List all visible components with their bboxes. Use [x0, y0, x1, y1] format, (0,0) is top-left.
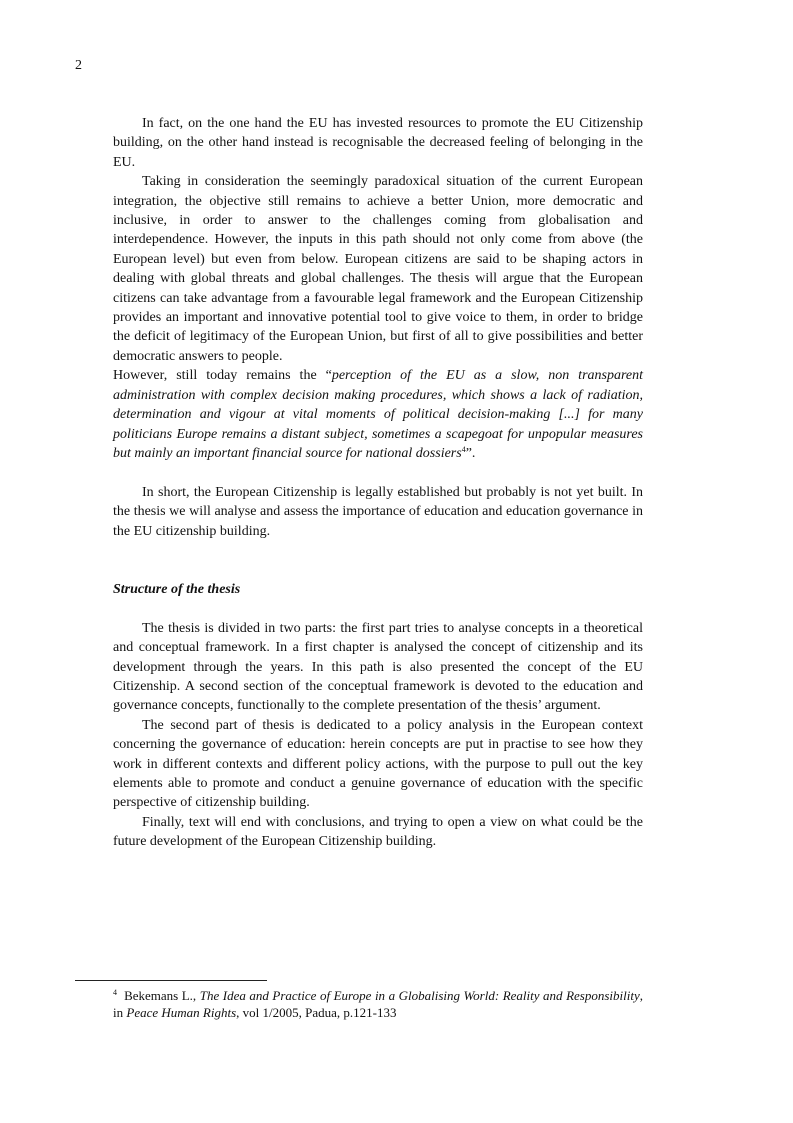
paragraph-thesis-parts: The thesis is divided in two parts: the first part tries to analyse concepts in a theoretical and conceptual framework. In a first chapter is analysed the concept of citizenship and its development through the years. In this path is also presented the concept of the EU Citizenship. A second section of the conceptual framework is devoted to the education and governance concepts, functionally to the complete presentation of the thesis’ argument.: [113, 620, 643, 714]
body-text: [113, 114, 643, 541]
paragraph-european-integration: Taking in consideration the seemingly paradoxical situation of the current European integration, the objective still remains to achieve a better Union, more democratic and inclusive, in order to answer to the challenges coming from globalisation and interdependence. However, the inputs in this path should not only come from above (the European level) but even from below. European citizens are said to be shaping actors in dealing with global threats and global challenges. The thesis will argue that the European citizens can take advantage from a favourable legal framework and the European Citizenship provides an important and innovative potential tool to give voice to them, in order to bridge the deficit of legitimacy of the European Union, but first of all to give possibilities and better democratic answers to people.: [113, 174, 643, 364]
paragraph-second-part: The second part of thesis is dedicated to a policy analysis in the European context concerning the governance of education: herein concepts are put in practise to see how they work in different contexts and different policy actions, with the purpose to pull out the key elements able to promote and conduct a genuine governance of education with the specific perspective of citizenship building.: [113, 717, 643, 811]
paragraph-perception-quote: [113, 366, 643, 463]
footnote: [113, 987, 643, 1021]
footnote-rest: , vol 1/2005, Padua, p.121-133: [236, 1005, 397, 1020]
paragraph-in-short: In short, the European Citizenship is legally established but probably is not yet built. In the thesis we will analyse and assess the importance of education and education governance in the EU citizenship building.: [113, 484, 643, 539]
quote-tail: ”.: [465, 445, 476, 461]
footnote-mid: , in: [113, 988, 643, 1020]
paragraph-eu-citizenship: In fact, on the one hand the EU has invested resources to promote the EU Citizenship building, on the other hand instead is recognisable the decreased feeling of belonging in the EU.: [113, 116, 643, 170]
quote-text: perception of the EU as a slow, non transparent administration with complex decision making procedures, which shows a lack of radiation, determination and vigour at vital moments of political decision-making [...] for many politicians Europe remains a distant subject, sometimes a scapegoat for unpopular measures but mainly an important financial source for national dossiers: [113, 368, 643, 461]
footnote-divider: [75, 980, 267, 981]
footnote-title: The Idea and Practice of Europe in a Globalising World: Reality and Responsibility: [199, 988, 640, 1003]
footnote-journal: Peace Human Rights: [126, 1005, 237, 1020]
footnote-author: Bekemans L.,: [124, 988, 200, 1003]
structure-section: [113, 580, 643, 852]
footnote-number: 4: [113, 988, 117, 997]
footnote-reference: 4: [461, 444, 466, 454]
section-heading: Structure of the thesis: [113, 582, 241, 597]
paragraph-conclusions: Finally, text will end with conclusions, and trying to open a view on what could be the future development of the European Citizenship building.: [113, 814, 643, 850]
quote-lead: However, still today remains the “: [113, 368, 332, 384]
page-number: 2: [75, 58, 82, 73]
